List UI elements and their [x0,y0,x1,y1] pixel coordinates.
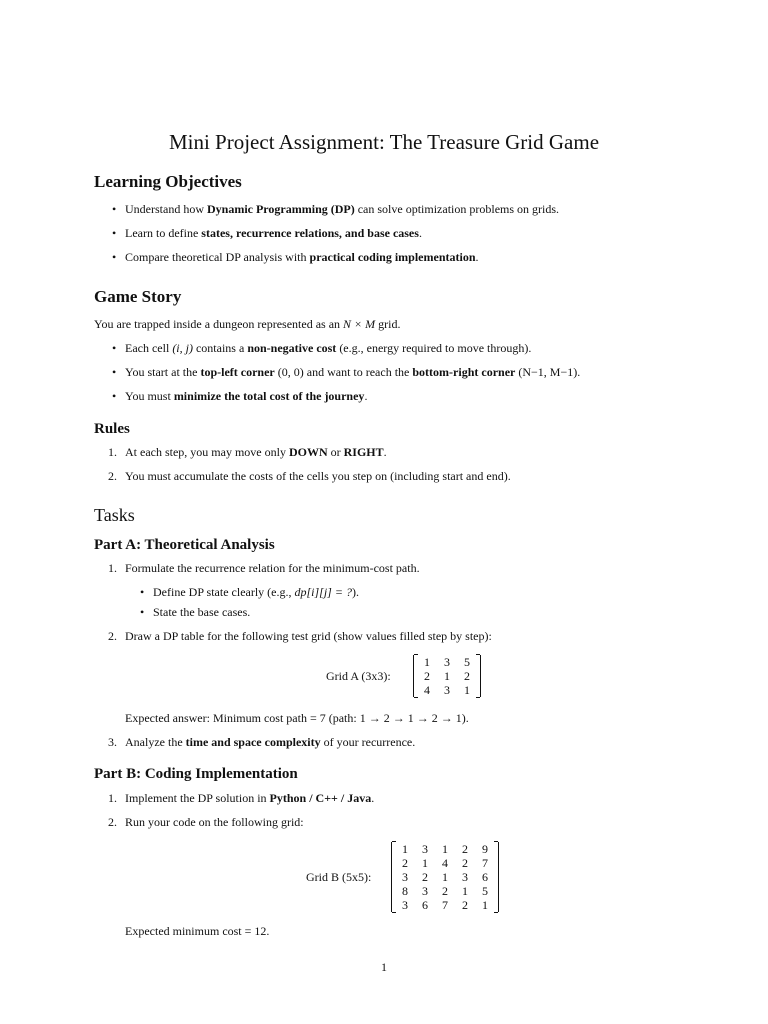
part-a-item-3-bold: time and space complexity [185,735,321,749]
bullet-marker: • [112,226,117,240]
rule-1-right: RIGHT [343,445,384,459]
part-b-item-1-text: Implement the DP solution in [125,791,270,805]
rule-1-text: At each step, you may move only [125,445,289,459]
grid-b-cell: 1 [442,842,448,856]
story-b2-bold2: bottom-right corner [412,365,516,379]
rule-1-down: DOWN [288,445,328,459]
story-b3-text: You must [125,389,174,403]
grid-b-cell: 6 [482,870,488,884]
part-a-item-3 [125,735,415,750]
grid-a-cell: 1 [424,655,430,669]
grid-b-cell: 3 [422,842,428,856]
bullet-marker: • [112,202,117,216]
grid-b-cell: 3 [422,884,428,898]
part-a-item-3-text: Analyze the [125,735,186,749]
list-number: 1. [108,791,117,805]
grid-b-cell: 2 [442,884,448,898]
grid-a-label: Grid A (3x3): [326,669,391,683]
bullet-marker: • [140,585,145,599]
grid-b-cell: 3 [462,870,468,884]
rule-1-tail: . [383,445,387,459]
rule-1 [125,445,387,460]
learning-item-2-tail: . [418,226,422,240]
story-b3-bold: minimize the total cost of the journey [173,389,365,403]
grid-b-cell: 2 [462,856,468,870]
grid-b-cell: 8 [402,884,408,898]
learning-item-1-bold: Dynamic Programming (DP) [206,202,355,216]
grid-b-cell: 4 [442,856,448,870]
learning-item-1-text: Understand how [125,202,207,216]
story-b2-bold: top-left corner [200,365,275,379]
grid-b-cell: 2 [462,842,468,856]
grid-b-row [395,898,495,912]
grid-b-cell: 3 [402,870,408,884]
list-number: 2. [108,629,117,643]
story-b3-tail: . [364,389,368,403]
bullet-marker: • [112,341,117,355]
learning-item-3-bold: practical coding implementation [309,250,476,264]
grid-b-cell: 2 [422,870,428,884]
grid-a-row [417,683,477,697]
part-b-item-2: Run your code on the following grid: [125,815,304,829]
learning-item-2-bold: states, recurrence relations, and base cases [201,226,419,240]
grid-b-cell: 1 [422,856,428,870]
grid-a-cell: 1 [464,683,470,697]
part-b-heading: Part B: Coding Implementation [94,766,298,782]
story-b1-text: Each cell [125,341,173,355]
grid-a-cell: 5 [464,655,470,669]
grid-b-row [395,842,495,856]
grid-b-cell: 7 [482,856,488,870]
story-intro [94,317,401,332]
story-b1-bold: non-negative cost [247,341,337,355]
page-number: 1 [381,960,387,974]
list-number: 2. [108,815,117,829]
rule-1-mid: or [327,445,344,459]
part-a-sub-2: State the base cases. [153,605,251,619]
part-b-item-1 [125,791,374,806]
list-number: 2. [108,469,117,483]
list-number: 1. [108,445,117,459]
part-a-expected: Expected answer: Minimum cost path = 7 (path: 1 → 2 → 1 → 2 → 1). [125,711,469,725]
grid-a-cell: 4 [424,683,430,697]
story-bullet-3 [125,389,367,404]
grid-b-cell: 1 [482,898,488,912]
learning-objectives-heading: Learning Objectives [94,172,242,191]
learning-item-2 [125,226,422,241]
story-intro-text: You are trapped inside a dungeon represented as an [94,317,344,331]
grid-b-cell: 1 [462,884,468,898]
part-b-item-1-tail: . [371,791,375,805]
grid-a-cell: 2 [464,669,470,683]
part-b-item-1-bold: Python / C++ / Java [269,791,372,805]
game-story-heading: Game Story [94,287,182,306]
learning-item-3 [125,250,479,265]
grid-b-cell: 9 [482,842,488,856]
part-a-item-1: Formulate the recurrence relation for the minimum-cost path. [125,561,420,575]
rules-heading: Rules [94,421,130,437]
grid-a-cell: 3 [444,683,450,697]
learning-item-1-tail: can solve optimization problems on grids. [354,202,560,216]
part-a-sub-1-text: Define DP state clearly (e.g., [153,585,295,599]
part-a-item-3-tail: of your recurrence. [320,735,416,749]
learning-item-1 [125,202,559,217]
part-a-sub-1-tail: ). [351,585,359,599]
list-number: 1. [108,561,117,575]
tasks-heading: Tasks [94,505,135,525]
story-b1-tail: (e.g., energy required to move through). [336,341,532,355]
grid-a-cell: 3 [444,655,450,669]
grid-b-cell: 5 [482,884,488,898]
learning-item-3-text: Compare theoretical DP analysis with [125,250,310,264]
story-intro-math: N × M [343,317,376,331]
grid-a-row [417,655,477,669]
grid-b-row [395,884,495,898]
learning-item-3-tail: . [475,250,479,264]
bullet-marker: • [140,605,145,619]
grid-b-row [395,856,495,870]
story-bullet-1 [125,341,531,356]
story-b2-math: (0, 0) [274,365,304,379]
story-b1-mid: contains a [192,341,248,355]
part-a-sub-1 [153,585,359,600]
grid-a-row [417,669,477,683]
grid-b-cell: 3 [402,898,408,912]
bullet-marker: • [112,250,117,264]
bullet-marker: • [112,389,117,403]
part-a-item-2: Draw a DP table for the following test grid (show values filled step by step): [125,629,492,643]
part-b-expected: Expected minimum cost = 12. [125,924,270,938]
grid-b-cell: 6 [422,898,428,912]
grid-b-cell: 2 [402,856,408,870]
rule-2: You must accumulate the costs of the cells you step on (including start and end). [125,469,511,483]
grid-b-cell: 2 [462,898,468,912]
page-title: Mini Project Assignment: The Treasure Grid Game [168,130,600,154]
grid-b-label: Grid B (5x5): [306,870,372,884]
story-bullet-2 [125,365,580,380]
grid-a-cell: 2 [424,669,430,683]
grid-b-row [395,870,495,884]
grid-a-cell: 1 [444,669,450,683]
story-intro-tail: grid. [375,317,401,331]
learning-item-2-text: Learn to define [125,226,202,240]
story-b2-mid: and want to reach the [303,365,413,379]
story-b2-tail: (N−1, M−1). [515,365,581,379]
grid-b-matrix [391,842,499,912]
story-b1-math: (i, j) [172,341,193,355]
grid-b-cell: 1 [442,870,448,884]
grid-b-cell: 1 [402,842,408,856]
grid-b-cell: 7 [442,898,448,912]
part-a-sub-1-math: dp[i][j] = ? [294,585,352,599]
story-b2-text: You start at the [125,365,201,379]
list-number: 3. [108,735,117,749]
bullet-marker: • [112,365,117,379]
part-a-heading: Part A: Theoretical Analysis [94,537,275,553]
grid-a-matrix [413,655,481,697]
